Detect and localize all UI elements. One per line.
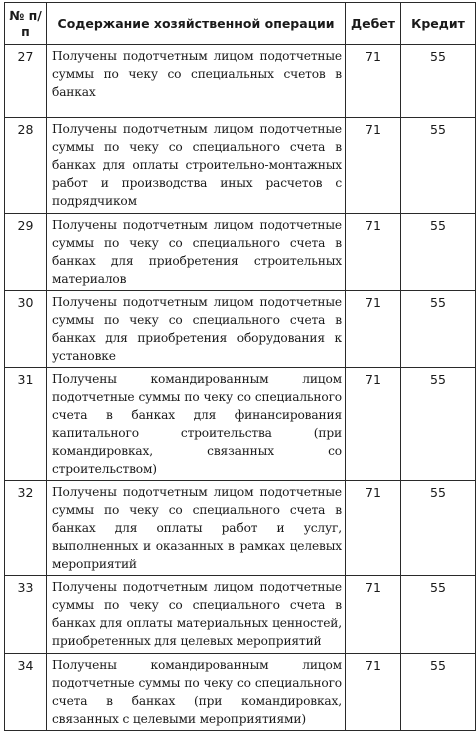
table-row [5, 368, 476, 481]
table-header-row [5, 3, 476, 45]
table-row [5, 576, 476, 654]
row-credit: 55 [401, 118, 476, 214]
table-row [5, 481, 476, 576]
row-debet: 71 [346, 368, 401, 481]
row-credit: 55 [401, 576, 476, 654]
header-credit: Кредит [401, 3, 476, 45]
row-credit: 55 [401, 291, 476, 368]
row-num: 31 [5, 368, 47, 481]
row-debet: 71 [346, 214, 401, 291]
row-debet: 71 [346, 481, 401, 576]
row-description: Получены подотчетным лицом подотчетные суммы по чеку со специального счета в банках для оплаты работ и услуг, выполненных и оказанных в рамках целевых мероприятий [47, 481, 346, 576]
operations-table [4, 2, 476, 731]
row-description: Получены командированным лицом подотчетные суммы по чеку со специального счета в банках (при командировках, связанных с целевыми мероприятиями) [47, 654, 346, 731]
row-debet: 71 [346, 576, 401, 654]
row-credit: 55 [401, 481, 476, 576]
table-row [5, 654, 476, 731]
table-row [5, 214, 476, 291]
table-row [5, 118, 476, 214]
row-description: Получены командированным лицом подотчетные суммы по чеку со специального счета в банках для финансирования капитального строительства (при командировках, связанных со строительством) [47, 368, 346, 481]
row-description: Получены подотчетным лицом подотчетные суммы по чеку со специального счета в банках для оплаты строительно-монтажных работ и производства иных расчетов с подрядчиком [47, 118, 346, 214]
row-num: 34 [5, 654, 47, 731]
header-description: Содержание хозяйственной операции [47, 3, 346, 45]
row-credit: 55 [401, 45, 476, 118]
row-credit: 55 [401, 368, 476, 481]
row-debet: 71 [346, 654, 401, 731]
header-debet: Дебет [346, 3, 401, 45]
row-num: 32 [5, 481, 47, 576]
row-description: Получены подотчетным лицом подотчетные суммы по чеку со специального счета в банках для приобретения оборудования к установке [47, 291, 346, 368]
row-credit: 55 [401, 654, 476, 731]
table-row [5, 45, 476, 118]
row-credit: 55 [401, 214, 476, 291]
row-num: 30 [5, 291, 47, 368]
row-description: Получены подотчетным лицом подотчетные суммы по чеку со специальных счетов в банках [47, 45, 346, 118]
row-description: Получены подотчетным лицом подотчетные суммы по чеку со специального счета в банках для приобретения строительных материалов [47, 214, 346, 291]
row-debet: 71 [346, 118, 401, 214]
row-description: Получены подотчетным лицом подотчетные суммы по чеку со специального счета в банках для оплаты материальных ценностей, приобретенных для целевых мероприятий [47, 576, 346, 654]
table-row [5, 291, 476, 368]
row-debet: 71 [346, 291, 401, 368]
row-num: 28 [5, 118, 47, 214]
row-debet: 71 [346, 45, 401, 118]
header-num: № п/п [5, 3, 47, 45]
row-num: 33 [5, 576, 47, 654]
row-num: 27 [5, 45, 47, 118]
row-num: 29 [5, 214, 47, 291]
